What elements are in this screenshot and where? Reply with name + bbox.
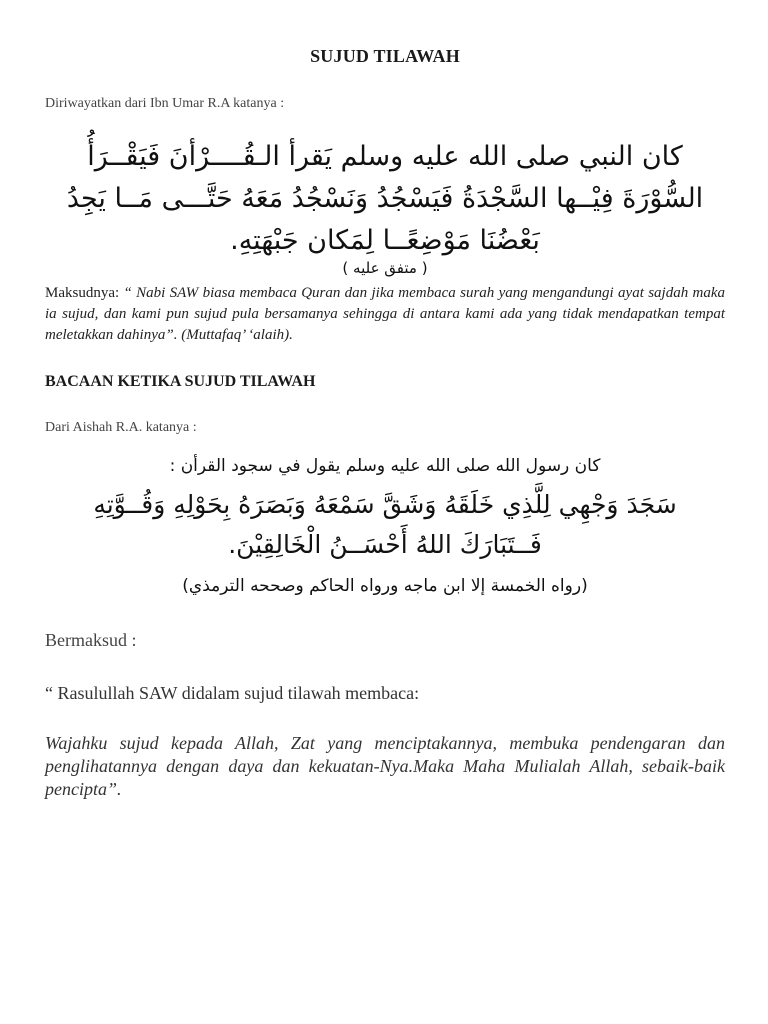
narration-intro: Diriwayatkan dari Ibn Umar R.A katanya : bbox=[45, 96, 285, 111]
document-page bbox=[45, 0, 725, 1024]
hadith2-arabic-line-2: فَــتَبَارَكَ اللهُ أَحْسَــنُ الْخَالِقِيْنَ. bbox=[228, 530, 542, 559]
hadith1-arabic-line-1: كان النبي صلى الله عليه وسلم يَقرأ الـقُــــرْأنَ فَيَقْــرَأُ bbox=[87, 141, 683, 172]
hadith1-source: ( متفق عليه ) bbox=[342, 259, 428, 277]
section-heading: BACAAN KETIKA SUJUD TILAWAH bbox=[45, 373, 316, 390]
page-title: SUJUD TILAWAH bbox=[310, 46, 460, 66]
meaning-text: “ Nabi SAW biasa membaca Quran dan jika membaca surah yang mengandungi ayat sajdah maka ia sujud, dan kami pun sujud pula bersamanya sehingga di antara kami ada yang tidak mendapatkan tempat meletakkan dahinya”. (Muttafaq’ ‘alaih). bbox=[45, 285, 726, 343]
hadith2-arabic-line-1: سَجَدَ وَجْهِي لِلَّذِي خَلَقَهُ وَشَقَّ سَمْعَهُ وَبَصَرَهُ بِحَوْلِهِ وَقُــوَّتِهِ bbox=[93, 490, 677, 519]
narration2-intro: Dari Aishah R.A. katanya : bbox=[45, 420, 197, 435]
hadith1-arabic-line-3: بَعْضُنَا مَوْضِعًــا لِمَكان جَبْهَتِهِ. bbox=[230, 225, 540, 256]
hadith1-arabic-line-2: السُّوْرَةَ فِيْــها السَّجْدَةُ فَيَسْجُدُ وَنَسْجُدُ مَعَهُ حَتَّـــى مَــا يَجِدُ bbox=[66, 183, 704, 214]
meaning-paragraph bbox=[45, 283, 725, 346]
hadith2-source: (رواه الخمسة إلا ابن ماجه ورواه الحاكم وصححه الترمذي) bbox=[182, 576, 588, 596]
bermaksud-label: Bermaksud : bbox=[45, 630, 137, 650]
translation-paragraph: Wajahku sujud kepada Allah, Zat yang menciptakannya, membuka pendengaran dan penglihatannya dengan daya dan kekuatan-Nya.Maka Maha Mulialah Allah, sebaik-baik pencipta”. bbox=[45, 733, 725, 799]
meaning-label: Maksudnya: bbox=[45, 285, 120, 301]
rasul-line: “ Rasulullah SAW didalam sujud tilawah membaca: bbox=[45, 683, 420, 703]
hadith2-intro-arabic: كان رسول الله صلى الله عليه وسلم يقول في سجود القرأن : bbox=[169, 456, 601, 476]
